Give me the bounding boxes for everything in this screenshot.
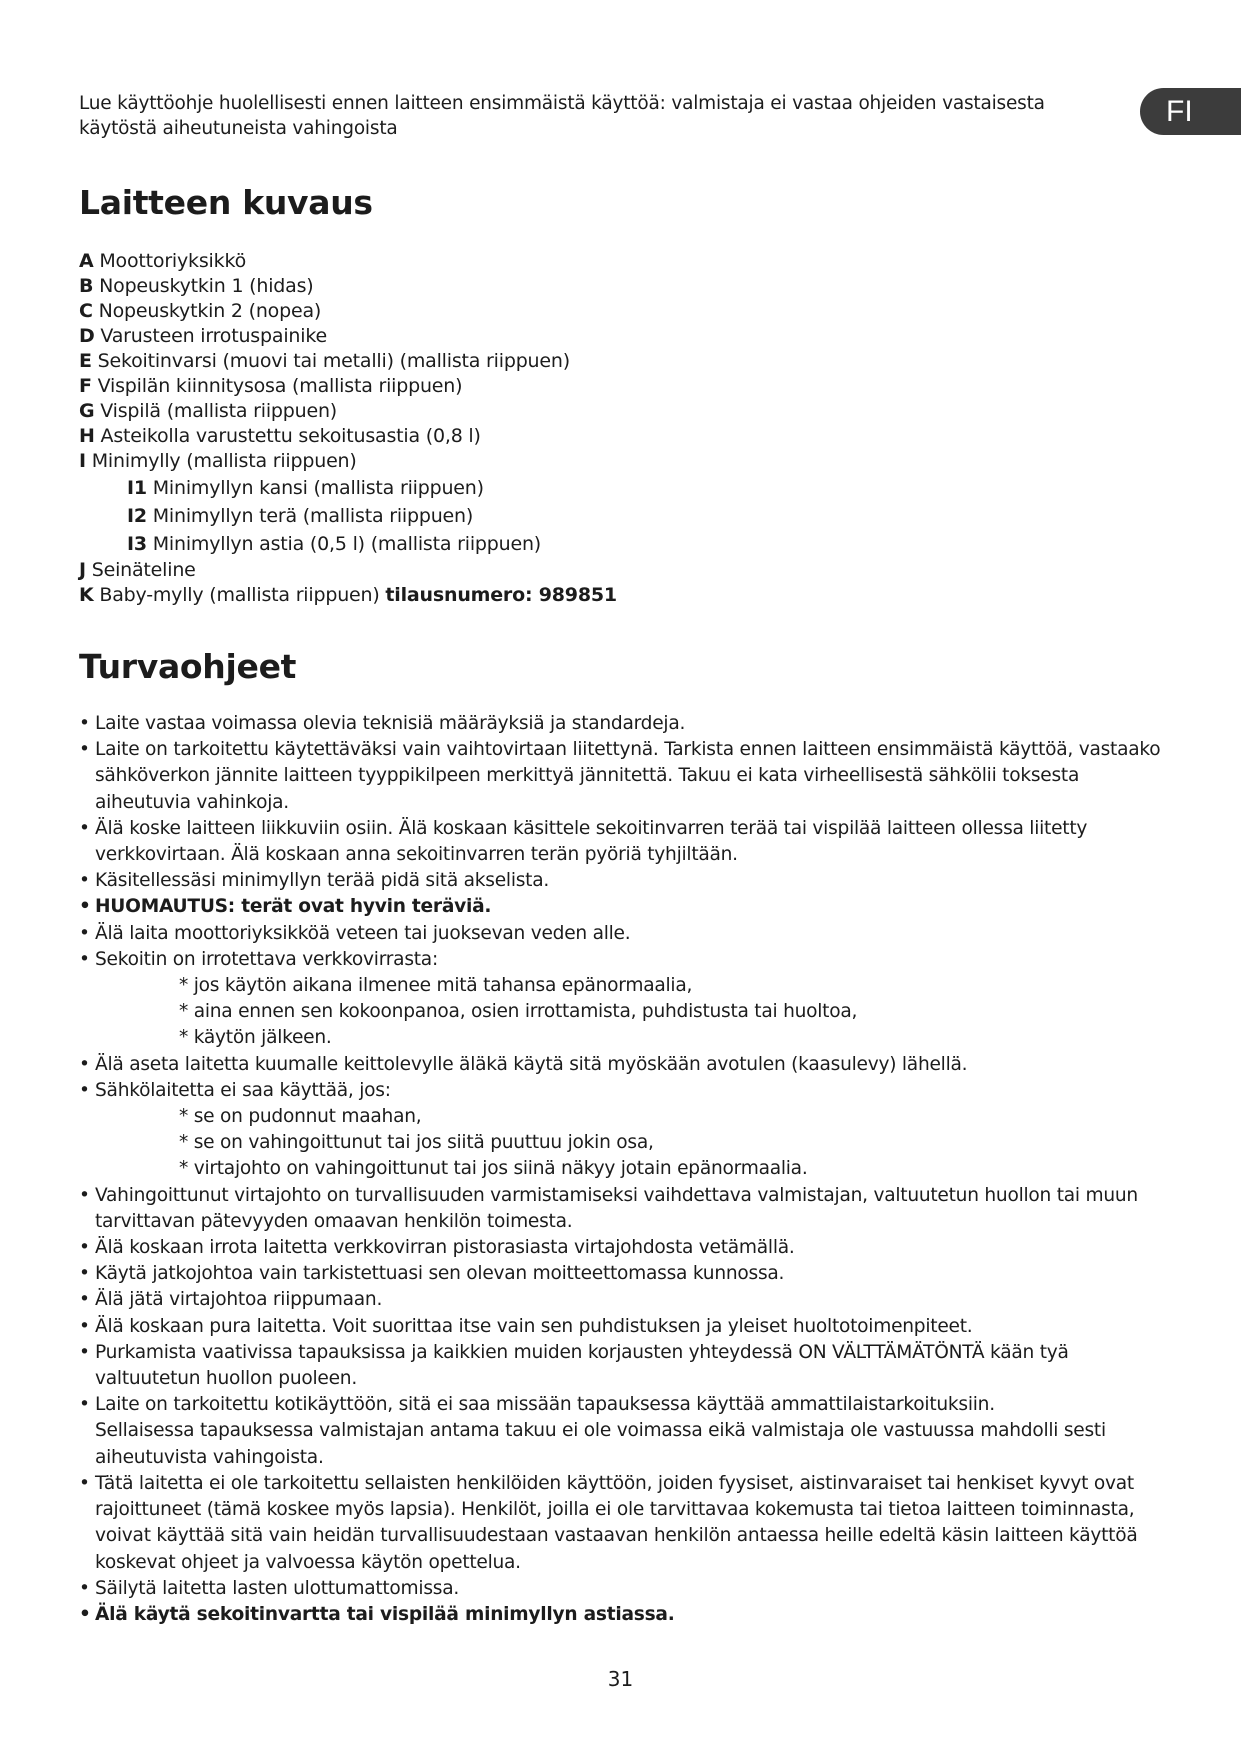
part-item: I Minimylly (mallista riippuen) xyxy=(79,450,357,472)
forbidden-case: * se on pudonnut maahan, xyxy=(179,1106,422,1128)
part-item: F Vispilän kiinnitysosa (mallista riippuen) xyxy=(79,375,463,397)
safety-rule: • Älä koskaan irrota laitetta verkkovirran pistorasiasta virtajohdosta vetämällä. xyxy=(79,1235,1169,1261)
part-item: K Baby-mylly (mallista riippuen) tilausnumero: 989851 xyxy=(79,584,617,606)
intro-text: Lue käyttöohje huolellisesti ennen laitteen ensimmäistä käyttöä: valmistaja ei vastaa ohjeiden vastaisesta käytöstä aiheutuneista vahingoista xyxy=(79,93,1045,139)
part-item: J Seinäteline xyxy=(79,559,196,581)
safety-warning: • Älä käytä sekoitinvartta tai vispilää minimyllyn astiassa. xyxy=(79,1602,1169,1628)
part-item: A Moottoriyksikkö xyxy=(79,250,246,272)
safety-rule: • Älä koske laitteen liikkuviin osiin. Älä koskaan käsittele sekoitinvarren terää tai vispilää laitteen ollessa liitetty verkkovirtaan. Älä koskaan anna sekoitinvarren terän pyöriä tyhjiltään. xyxy=(79,816,1169,868)
part-item: G Vispilä (mallista riippuen) xyxy=(79,400,338,422)
safety-title: Turvaohjeet xyxy=(79,647,297,686)
part-subitem: I1 Minimyllyn kansi (mallista riippuen) xyxy=(127,477,484,499)
safety-rule: • Älä laita moottoriyksikköä veteen tai juoksevan veden alle. xyxy=(79,921,1169,947)
safety-rule: • Laite on tarkoitettu käytettäväksi vain vaihtovirtaan liitettynä. Tarkista ennen laitteen ensimmäistä käyttöä, vastaako sähköverkon jännite laitteen tyyppikilpeen merkittyä jännitettä. Takuu ei kata virheellisestä sähkölii toksesta aiheutuvia vahinkoja. xyxy=(79,737,1169,816)
part-item: D Varusteen irrotuspainike xyxy=(79,325,327,347)
safety-rule: • Purkamista vaativissa tapauksissa ja kaikkien muiden korjausten yhteydessä ON VÄLTTÄMÄTÖNTÄ kään tyä valtuutetun huollon puoleen. xyxy=(79,1340,1169,1392)
order-number: tilausnumero: 989851 xyxy=(385,584,617,606)
part-subitem: I2 Minimyllyn terä (mallista riippuen) xyxy=(127,505,474,527)
part-item: C Nopeuskytkin 2 (nopea) xyxy=(79,300,322,322)
parts-list xyxy=(79,249,1079,608)
safety-rule: • Käytä jatkojohtoa vain tarkistettuasi sen olevan moitteettomassa kunnossa. xyxy=(79,1261,1169,1287)
home-use-note: Sellaisessa tapauksessa valmistajan antama takuu ei ole voimassa eikä valmistaja ole vastuussa mahdolli sesti aiheutuvista vahingoista. xyxy=(95,1420,1106,1468)
home-use-rule: • Laite on tarkoitettu kotikäyttöön, sitä ei saa missään tapauksessa käyttää ammattilaistarkoituksiin. xyxy=(95,1394,995,1416)
safety-rule: • Älä koskaan pura laitetta. Voit suorittaa itse vain sen puhdistuksen ja yleiset huoltotoimenpiteet. xyxy=(79,1314,1169,1340)
safety-rule: • Vahingoittunut virtajohto on turvallisuuden varmistamiseksi vaihdettava valmistajan, valtuutetun huollon tai muun tarvittavan pätevyyden omaavan henkilön toimesta. xyxy=(79,1183,1169,1235)
part-item: E Sekoitinvarsi (muovi tai metalli) (mallista riippuen) xyxy=(79,350,570,372)
safety-rule: • Laite vastaa voimassa olevia teknisiä määräyksiä ja standardeja. xyxy=(79,711,1169,737)
part-item: H Asteikolla varustettu sekoitusastia (0,8 l) xyxy=(79,425,481,447)
language-tab: FI xyxy=(1140,88,1241,135)
part-subitem: I3 Minimyllyn astia (0,5 l) (mallista riippuen) xyxy=(127,533,542,555)
forbidden-case: * virtajohto on vahingoittunut tai jos siinä näkyy jotain epänormaalia. xyxy=(179,1158,808,1180)
safety-rule: • Älä jätä virtajohtoa riippumaan. xyxy=(79,1287,1169,1313)
page-number: 31 xyxy=(607,1667,634,1691)
part-item: B Nopeuskytkin 1 (hidas) xyxy=(79,275,314,297)
unplug-case: * käytön jälkeen. xyxy=(179,1027,332,1049)
safety-rule: • Sekoitin on irrotettava verkkovirrasta: xyxy=(79,947,1169,973)
description-title: Laitteen kuvaus xyxy=(79,183,373,222)
unplug-case: * jos käytön aikana ilmenee mitä tahansa epänormaalia, xyxy=(179,975,693,997)
safety-warning: • HUOMAUTUS: terät ovat hyvin teräviä. xyxy=(79,894,1169,920)
safety-rule: • Käsitellessäsi minimyllyn terää pidä sitä akselista. xyxy=(79,868,1169,894)
safety-rule: • Sähkölaitetta ei saa käyttää, jos: xyxy=(79,1078,1169,1104)
unplug-case: * aina ennen sen kokoonpanoa, osien irrottamista, puhdistusta tai huoltoa, xyxy=(179,1001,858,1023)
forbidden-case: * se on vahingoittunut tai jos siitä puuttuu jokin osa, xyxy=(179,1132,654,1154)
safety-rule: • Säilytä laitetta lasten ulottumattomissa. xyxy=(79,1576,1169,1602)
safety-rule: • Älä aseta laitetta kuumalle keittolevylle äläkä käytä sitä myöskään avotulen (kaasulevy) lähellä. xyxy=(79,1052,1169,1078)
safety-rule xyxy=(79,1392,1169,1471)
safety-rule: • Tätä laitetta ei ole tarkoitettu sellaisten henkilöiden käyttöön, joiden fyysiset, aistinvaraiset tai henkiset kyvyt ovat rajoittuneet (tämä koskee myös lapsia). Henkilöt, joilla ei ole tarvittavaa kokemusta tai tietoa laitteen toiminnasta, voivat käyttää sitä vain heidän turvallisuudestaan vastaavan henkilön antaessa heille edeltä käsin laitteen käyttöä koskevat ohjeet ja valvoessa käytön opettelua. xyxy=(79,1471,1169,1576)
safety-rules-list xyxy=(79,711,1169,1628)
